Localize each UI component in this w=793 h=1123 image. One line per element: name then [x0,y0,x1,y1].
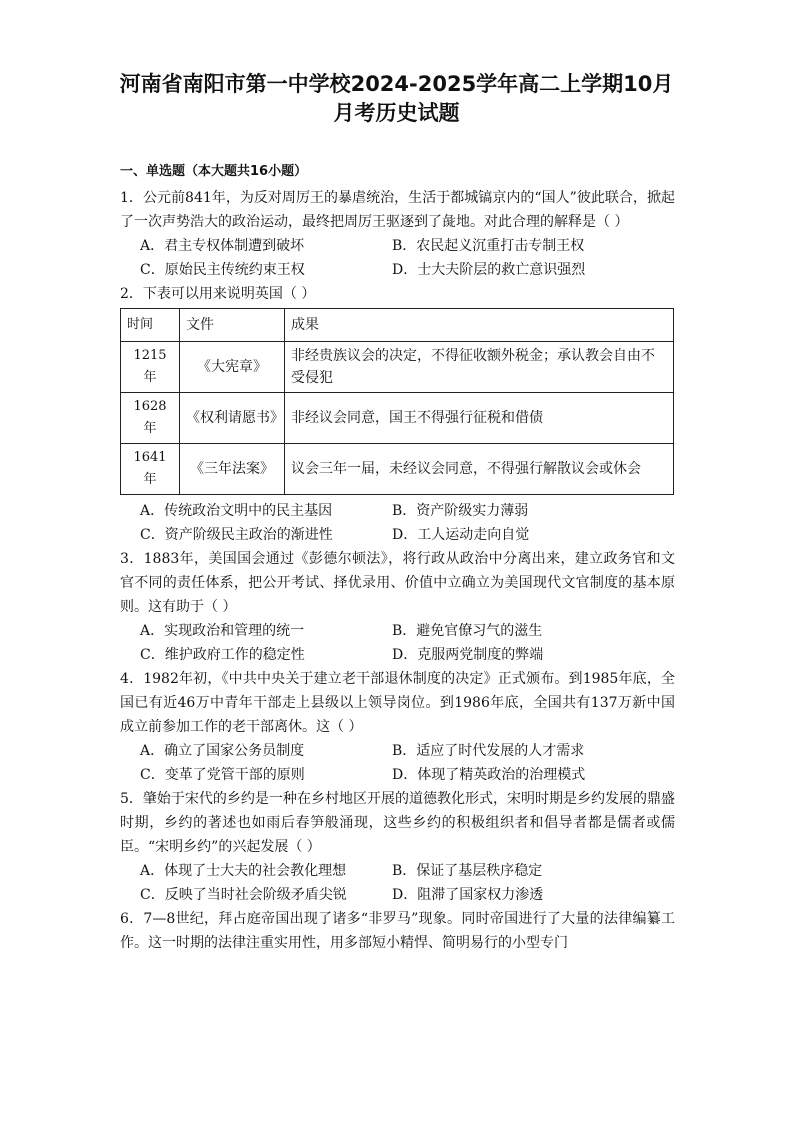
table-cell: 非经贵族议会的决定，不得征收额外税金；承认教会自由不受侵犯 [285,342,674,393]
option-a: A．传统政治文明中的民主基因 [140,503,333,519]
table-row [121,444,674,495]
option-d: D．克服两党制度的弊端 [392,647,544,663]
document-title [80,70,713,128]
section-heading: 一、单选题（本大题共16小题） [120,164,308,179]
table-header-row [121,309,674,342]
question-list [120,186,675,955]
option-c: C．资产阶级民主政治的渐进性 [140,527,333,543]
question-6 [120,907,675,955]
title-line-2: 月考历史试题 [333,101,460,125]
table-cell: 1215年 [121,342,180,393]
table-cell: 1628年 [121,393,180,444]
option-a: A．君主专权体制遭到破坏 [140,238,305,254]
option-b: B．保证了基层秩序稳定 [392,863,543,879]
options [120,859,675,907]
option-d: D．体现了精英政治的治理模式 [392,767,586,783]
table-row [121,342,674,393]
question-2 [120,282,675,547]
question-text: 1．公元前841年，为反对周厉王的暴虐统治，生活于都城镐京内的“国人”彼此联合，掀起了一次声势浩大的政治运动，最终把周厉王驱逐到了彘地。对此合理的解释是（ ） [120,190,675,230]
table-header: 时间 [121,309,180,342]
table-cell: 《权利请愿书》 [180,393,285,444]
table-cell: 《三年法案》 [180,444,285,495]
option-c: C．原始民主传统约束王权 [140,262,305,278]
option-d: D．阻滞了国家权力渗透 [392,887,544,903]
question-text: 6．7—8世纪，拜占庭帝国出现了诸多“非罗马”现象。同时帝国进行了大量的法律编纂工作。这一时期的法律注重实用性，用多部短小精悍、简明易行的小型专门 [120,911,675,951]
question-text: 4．1982年初，《中共中央关于建立老干部退休制度的决定》正式颁布。到1985年底，全国已有近46万中青年干部走上县级以上领导岗位。到1986年底，全国共有137万新中国成立前参加工作的老干部离休。这（ ） [120,671,675,735]
table-header: 成果 [285,309,674,342]
question-text: 5．肇始于宋代的乡约是一种在乡村地区开展的道德教化形式，宋明时期是乡约发展的鼎盛时期，乡约的著述也如雨后春笋般涌现，这些乡约的积极组织者和倡导者都是儒者或儒臣。“宋明乡约”的兴起发展（ ） [120,791,675,855]
question-4 [120,667,675,787]
option-c: C．变革了党管干部的原则 [140,767,305,783]
option-a: A．实现政治和管理的统一 [140,623,305,639]
question-1 [120,186,675,282]
option-c: C．反映了当时社会阶级矛盾尖锐 [140,887,347,903]
option-b: B．资产阶级实力薄弱 [392,503,529,519]
question-text: 3．1883年，美国国会通过《彭德尔顿法》，将行政从政治中分离出来，建立政务官和文官不同的责任体系，把公开考试、择优录用、价值中立确立为美国现代文官制度的基本原则。这有助于（ ） [120,551,675,615]
option-d: D．工人运动走向自觉 [392,527,530,543]
option-a: A．体现了士大夫的社会教化理想 [140,863,347,879]
option-a: A．确立了国家公务员制度 [140,743,305,759]
option-b: B．农民起义沉重打击专制王权 [392,238,585,254]
table-cell: 非经议会同意，国王不得强行征税和借债 [285,393,674,444]
title-line-1: 河南省南阳市第一中学校2024-2025学年高二上学期10月 [119,72,674,96]
options [120,234,675,282]
options [120,499,675,547]
table-header: 文件 [180,309,285,342]
option-c: C．维护政府工作的稳定性 [140,647,305,663]
data-table [120,308,674,495]
option-b: B．避免官僚习气的滋生 [392,623,543,639]
question-3 [120,547,675,667]
options [120,619,675,667]
table-cell: 议会三年一届，未经议会同意，不得强行解散议会或休会 [285,444,674,495]
table-row [121,393,674,444]
options [120,739,675,787]
question-5 [120,787,675,907]
table-cell: 《大宪章》 [180,342,285,393]
table-cell: 1641年 [121,444,180,495]
question-text: 2．下表可以用来说明英国（ ） [120,286,316,302]
option-b: B．适应了时代发展的人才需求 [392,743,585,759]
option-d: D．士大夫阶层的救亡意识强烈 [392,262,586,278]
